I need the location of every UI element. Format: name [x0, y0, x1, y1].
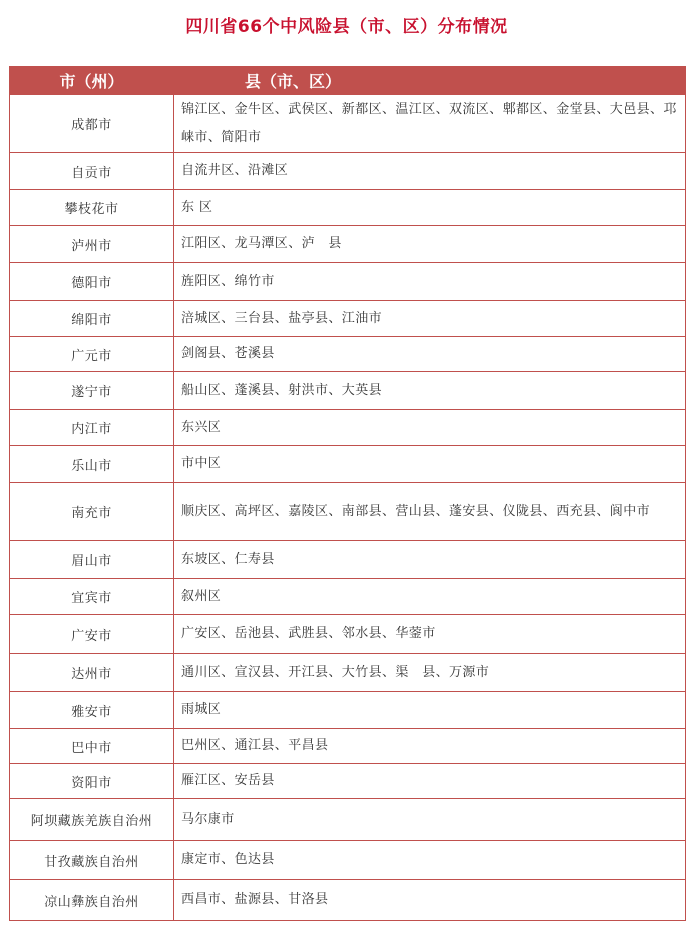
- table-row: [10, 579, 686, 615]
- city-cell: 广元市: [10, 337, 174, 372]
- table-row: [10, 153, 686, 190]
- table-row: [10, 446, 686, 483]
- city-cell: 资阳市: [10, 764, 174, 799]
- city-cell: 阿坝藏族羌族自治州: [10, 799, 174, 841]
- counties-cell: 东兴区: [174, 410, 686, 446]
- counties-cell: 锦江区、金牛区、武侯区、新都区、温江区、双流区、郫都区、金堂县、大邑县、邛崃市、简阳市: [174, 95, 686, 153]
- table-row: [10, 541, 686, 579]
- table-row: [10, 372, 686, 410]
- table-row: [10, 764, 686, 799]
- counties-cell: 东坡区、仁寿县: [174, 541, 686, 579]
- counties-cell: 自流井区、沿滩区: [174, 153, 686, 190]
- city-cell: 雅安市: [10, 692, 174, 729]
- counties-cell: 旌阳区、绵竹市: [174, 263, 686, 301]
- city-cell: 巴中市: [10, 729, 174, 764]
- table-row: [10, 190, 686, 226]
- counties-cell: 康定市、色达县: [174, 841, 686, 880]
- city-cell: 宜宾市: [10, 579, 174, 615]
- table-row: [10, 226, 686, 263]
- counties-cell: 市中区: [174, 446, 686, 483]
- counties-cell: 江阳区、龙马潭区、泸 县: [174, 226, 686, 263]
- city-cell: 遂宁市: [10, 372, 174, 410]
- counties-cell: 叙州区: [174, 579, 686, 615]
- table-row: [10, 410, 686, 446]
- table-row: [10, 483, 686, 541]
- counties-cell: 马尔康市: [174, 799, 686, 841]
- city-cell: 眉山市: [10, 541, 174, 579]
- city-cell: 德阳市: [10, 263, 174, 301]
- city-cell: 成都市: [10, 95, 174, 153]
- distribution-table: [9, 66, 686, 921]
- table-row: [10, 95, 686, 153]
- city-cell: 广安市: [10, 615, 174, 654]
- city-cell: 凉山彝族自治州: [10, 880, 174, 921]
- city-cell: 攀枝花市: [10, 190, 174, 226]
- table-row: [10, 654, 686, 692]
- counties-cell: 雨城区: [174, 692, 686, 729]
- counties-cell: 船山区、蓬溪县、射洪市、大英县: [174, 372, 686, 410]
- city-cell: 绵阳市: [10, 301, 174, 337]
- table-row: [10, 337, 686, 372]
- city-cell: 达州市: [10, 654, 174, 692]
- city-cell: 甘孜藏族自治州: [10, 841, 174, 880]
- counties-cell: 广安区、岳池县、武胜县、邻水县、华蓥市: [174, 615, 686, 654]
- page-title: 四川省66个中风险县（市、区）分布情况: [185, 17, 508, 37]
- table-header-row: [10, 67, 686, 95]
- table-row: [10, 615, 686, 654]
- table-row: [10, 263, 686, 301]
- table-row: [10, 880, 686, 921]
- counties-cell: 西昌市、盐源县、甘洛县: [174, 880, 686, 921]
- table-row: [10, 841, 686, 880]
- counties-cell: 顺庆区、高坪区、嘉陵区、南部县、营山县、蓬安县、仪陇县、西充县、阆中市: [174, 483, 686, 541]
- table-row: [10, 301, 686, 337]
- table-row: [10, 729, 686, 764]
- counties-cell: 通川区、宣汉县、开江县、大竹县、渠 县、万源市: [174, 654, 686, 692]
- header-counties: 县（市、区）: [174, 67, 686, 95]
- city-cell: 南充市: [10, 483, 174, 541]
- counties-cell: 东 区: [174, 190, 686, 226]
- city-cell: 乐山市: [10, 446, 174, 483]
- city-cell: 泸州市: [10, 226, 174, 263]
- city-cell: 内江市: [10, 410, 174, 446]
- city-cell: 自贡市: [10, 153, 174, 190]
- counties-cell: 剑阁县、苍溪县: [174, 337, 686, 372]
- counties-cell: 雁江区、安岳县: [174, 764, 686, 799]
- table-row: [10, 692, 686, 729]
- counties-cell: 涪城区、三台县、盐亭县、江油市: [174, 301, 686, 337]
- table-row: [10, 799, 686, 841]
- counties-cell: 巴州区、通江县、平昌县: [174, 729, 686, 764]
- header-city: 市（州）: [10, 67, 174, 95]
